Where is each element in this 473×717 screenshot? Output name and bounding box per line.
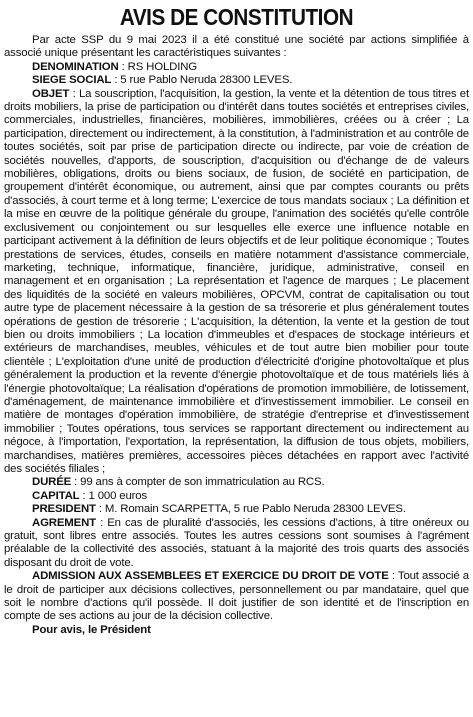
signature: Pour avis, le Président xyxy=(32,623,151,636)
duree-value: : 99 ans à compter de son immatriculation au RCS. xyxy=(71,476,325,489)
agrement-label: AGREMENT xyxy=(32,516,96,529)
denomination-label: DENOMINATION xyxy=(32,60,119,73)
objet-value: : La souscription, l'acquisition, la gestion, la vente et la détention de tous titres et droits mobiliers, la prise de participation ou d'intérêt dans toutes sociétés et entreprises civiles, commerciales, industrielles, financières, mobilières, immobilières, créées ou à créer ; La participation, directement ou indirectement, à la constitution, à l'administration et au contrôle de toutes sociétés, soit par prise de participation directe ou indirecte, par voie de création de sociétés nouvelles, d'apports, de souscription, d'acquisition ou d'échange de de valeurs mobilières, obligations, droits ou biens sociaux, de fusion, de société en participation, de groupement d'intérêt économique, ou autrement, ainsi que par comptes courants ou prêts d'associés, à court terme et à long terme; L'exercice de tous mandats sociaux ; La définition et la mise en œuvre de la politique générale du groupe, l'animation des sociétés qu'elle contrôle exclusivement ou conjointement ou sur lesquelles elle exerce une influence notable en participant activement à la définition de leurs objectifs et de leur politique économique ; Toutes prestations de services, études, conseils en matière notamment d'assistance commerciale, marketing, technique, informatique, financière, juridique, administrative, conseil en management et en organisation ; La représentation et l'agence de marques ; Le placement des liquidités de la société en valeurs mobilières, OPCVM, contrat de capitalisation ou tout autre type de placement nécessaire à la gestion de sa trésorerie et plus généralement toutes opérations de gestion de trésorerie ; L'acquisition, la détention, la vente et la gestion de tout bien ou droits immobiliers ; La location d'immeubles et d'espaces de stockage intérieurs et extérieurs de marchandises, meubles, véhicules et de tout autre bien mobilier pour toute clientèle ; L'exploitation d'une unité de production d'électricité d'origine photovoltaïque et plus généralement la production et la revente d'énergie photovoltaïque et de tous matériels liés à l'énergie photovoltaïque; La réalisation d'opérations de promotion immobilière, de lotissement, d'aménagement, de maintenance immobilière et d'investissement immobilier. Le conseil en matière de montages d'opération immobilière, de stratégie d'entreprise et d'investissement immobilier ; Toutes opérations, tous services se rapportant directement ou indirectement au négoce, à l'importation, l'exportation, la représentation, la diffusion de tous objets, mobiliers, marchandises, matières premières, accessoires pièces détachées en rapport avec l'activité des sociétés filiales ; xyxy=(4,87,469,475)
president-paragraph xyxy=(4,503,469,516)
siege-paragraph xyxy=(4,74,469,87)
denomination-paragraph xyxy=(4,61,469,74)
admission-value: : Tout associé a le droit de participer aux décisions collectives, personnellement ou par mandataire, quel que soit le nombre d'actions qu'il possède. Il doit justifier de son identité et de l'inscription en compte de ses actions au jour de la décision collective. xyxy=(4,570,469,623)
admission-paragraph xyxy=(4,570,469,624)
admission-label: ADMISSION AUX ASSEMBLEES ET EXERCICE DU DROIT DE VOTE xyxy=(32,570,389,583)
agrement-value: : En cas de pluralité d'associés, les cessions d'actions, à titre onéreux ou gratuit, sont libres entre associés. Toutes les autres cessions sont soumises à l'agrément préalable de la collectivité des associés, statuant à la majorité des trois quarts des associés disposant du droit de vote. xyxy=(4,516,469,569)
capital-value: : 1 000 euros xyxy=(79,489,148,502)
denomination-value: : RS HOLDING xyxy=(118,60,198,73)
duree-label: DURÉE xyxy=(32,476,72,489)
objet-label: OBJET xyxy=(32,87,70,100)
notice-title: AVIS DE CONSTITUTION xyxy=(119,4,354,30)
capital-paragraph xyxy=(4,490,469,503)
siege-label: SIEGE SOCIAL xyxy=(32,74,112,87)
duree-paragraph xyxy=(4,476,469,489)
president-value: : M. Romain SCARPETTA, 5 rue Pablo Neruda 28300 LEVES. xyxy=(95,503,406,516)
president-label: PRESIDENT xyxy=(32,503,96,516)
agrement-paragraph xyxy=(4,517,469,571)
objet-paragraph xyxy=(4,88,469,477)
capital-label: CAPITAL xyxy=(32,489,80,502)
notice-body xyxy=(4,34,469,637)
intro-paragraph: Par acte SSP du 9 mai 2023 il a été constitué une société par actions simplifiée à associé unique présentant les caractéristiques suivantes : xyxy=(4,34,469,60)
siege-value: : 5 rue Pablo Neruda 28300 LEVES. xyxy=(111,74,293,87)
